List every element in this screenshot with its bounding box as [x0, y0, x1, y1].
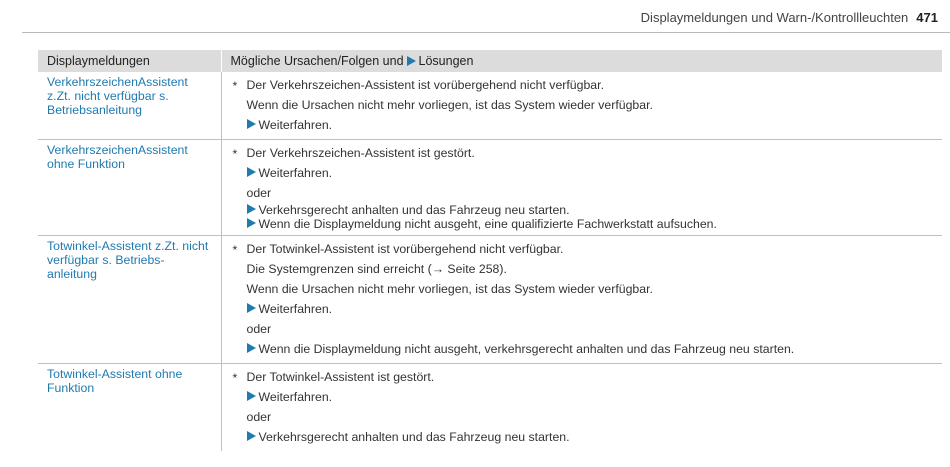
solution-step — [231, 339, 934, 359]
action-arrow-icon — [247, 391, 256, 401]
line-text: oder — [246, 186, 272, 200]
display-message: Totwinkel-Assistent ohne Funktion — [38, 364, 221, 452]
line-text: Wenn die Ursachen nicht mehr vorliegen, ist das System wieder verfügbar. — [246, 282, 653, 296]
action-arrow-icon — [247, 218, 256, 228]
solution-step — [231, 299, 934, 319]
causes-solutions-cell — [221, 236, 942, 364]
solution-step — [231, 203, 934, 217]
line-text: Verkehrsgerecht anhalten und das Fahrzeug neu starten. — [258, 430, 570, 444]
column-header-suffix: Lösungen — [418, 54, 474, 68]
info-text — [231, 407, 934, 427]
line-text: Wenn die Ursachen nicht mehr vorliegen, ist das System wieder verfügbar. — [246, 98, 653, 112]
line-text: Weiterfahren. — [258, 166, 333, 180]
table-row — [38, 236, 942, 364]
info-text — [231, 259, 934, 279]
line-text: Die Systemgrenzen sind erreicht (→ Seite 258). — [246, 262, 507, 276]
solution-step — [231, 427, 934, 447]
table-row — [38, 72, 942, 140]
page-header — [641, 10, 938, 25]
info-text — [231, 183, 934, 203]
display-message: VerkehrszeichenAssistent z.Zt. nicht verfügbar s. Betriebsanleitung — [38, 72, 221, 140]
line-text: Der Totwinkel-Assistent ist vorübergehend nicht verfügbar. — [246, 242, 564, 256]
line-text: Wenn die Displaymeldung nicht ausgeht, eine qualifizierte Fachwerkstatt aufsuchen. — [258, 217, 717, 231]
info-text — [231, 319, 934, 339]
table-header-row — [38, 50, 942, 72]
display-messages-table — [38, 50, 942, 451]
column-header-messages: Displaymeldungen — [38, 50, 221, 72]
action-arrow-icon — [247, 343, 256, 353]
header-divider — [22, 32, 950, 33]
causes-solutions-cell — [221, 72, 942, 140]
cause-item — [231, 367, 934, 387]
action-arrow-icon — [407, 56, 416, 66]
line-text: Weiterfahren. — [258, 118, 333, 132]
action-arrow-icon — [247, 119, 256, 129]
display-message: Totwinkel-Assistent z.Zt. nicht verfügbar s. Betriebs-anleitung — [38, 236, 221, 364]
solution-step — [231, 387, 934, 407]
table-row — [38, 364, 942, 452]
line-text: Der Totwinkel-Assistent ist gestört. — [246, 370, 435, 384]
info-text — [231, 279, 934, 299]
line-text: Der Verkehrszeichen-Assistent ist vorübergehend nicht verfügbar. — [246, 78, 604, 92]
column-header-causes-solutions — [221, 50, 942, 72]
line-text: oder — [246, 322, 272, 336]
solution-step — [231, 163, 934, 183]
action-arrow-icon — [247, 303, 256, 313]
info-text — [231, 95, 934, 115]
solution-step — [231, 217, 934, 231]
cause-item — [231, 239, 934, 259]
line-text: Wenn die Displaymeldung nicht ausgeht, verkehrsgerecht anhalten und das Fahrzeug neu starten. — [258, 342, 795, 356]
solution-step — [231, 115, 934, 135]
line-text: Der Verkehrszeichen-Assistent ist gestört. — [246, 146, 475, 160]
action-arrow-icon — [247, 167, 256, 177]
cause-item — [231, 75, 934, 95]
action-arrow-icon — [247, 204, 256, 214]
causes-solutions-cell — [221, 364, 942, 452]
line-text: Weiterfahren. — [258, 302, 333, 316]
line-text: Weiterfahren. — [258, 390, 333, 404]
table-row — [38, 140, 942, 236]
section-title: Displaymeldungen und Warn-/Kontrollleuchten — [640, 10, 909, 25]
column-header-prefix: Mögliche Ursachen/Folgen und — [230, 54, 404, 68]
display-message: VerkehrszeichenAssistent ohne Funktion — [38, 140, 221, 236]
line-text: oder — [246, 410, 272, 424]
action-arrow-icon — [247, 431, 256, 441]
page-number: 471 — [916, 10, 938, 25]
line-text: Verkehrsgerecht anhalten und das Fahrzeug neu starten. — [258, 203, 570, 217]
cause-item — [231, 143, 934, 163]
causes-solutions-cell — [221, 140, 942, 236]
